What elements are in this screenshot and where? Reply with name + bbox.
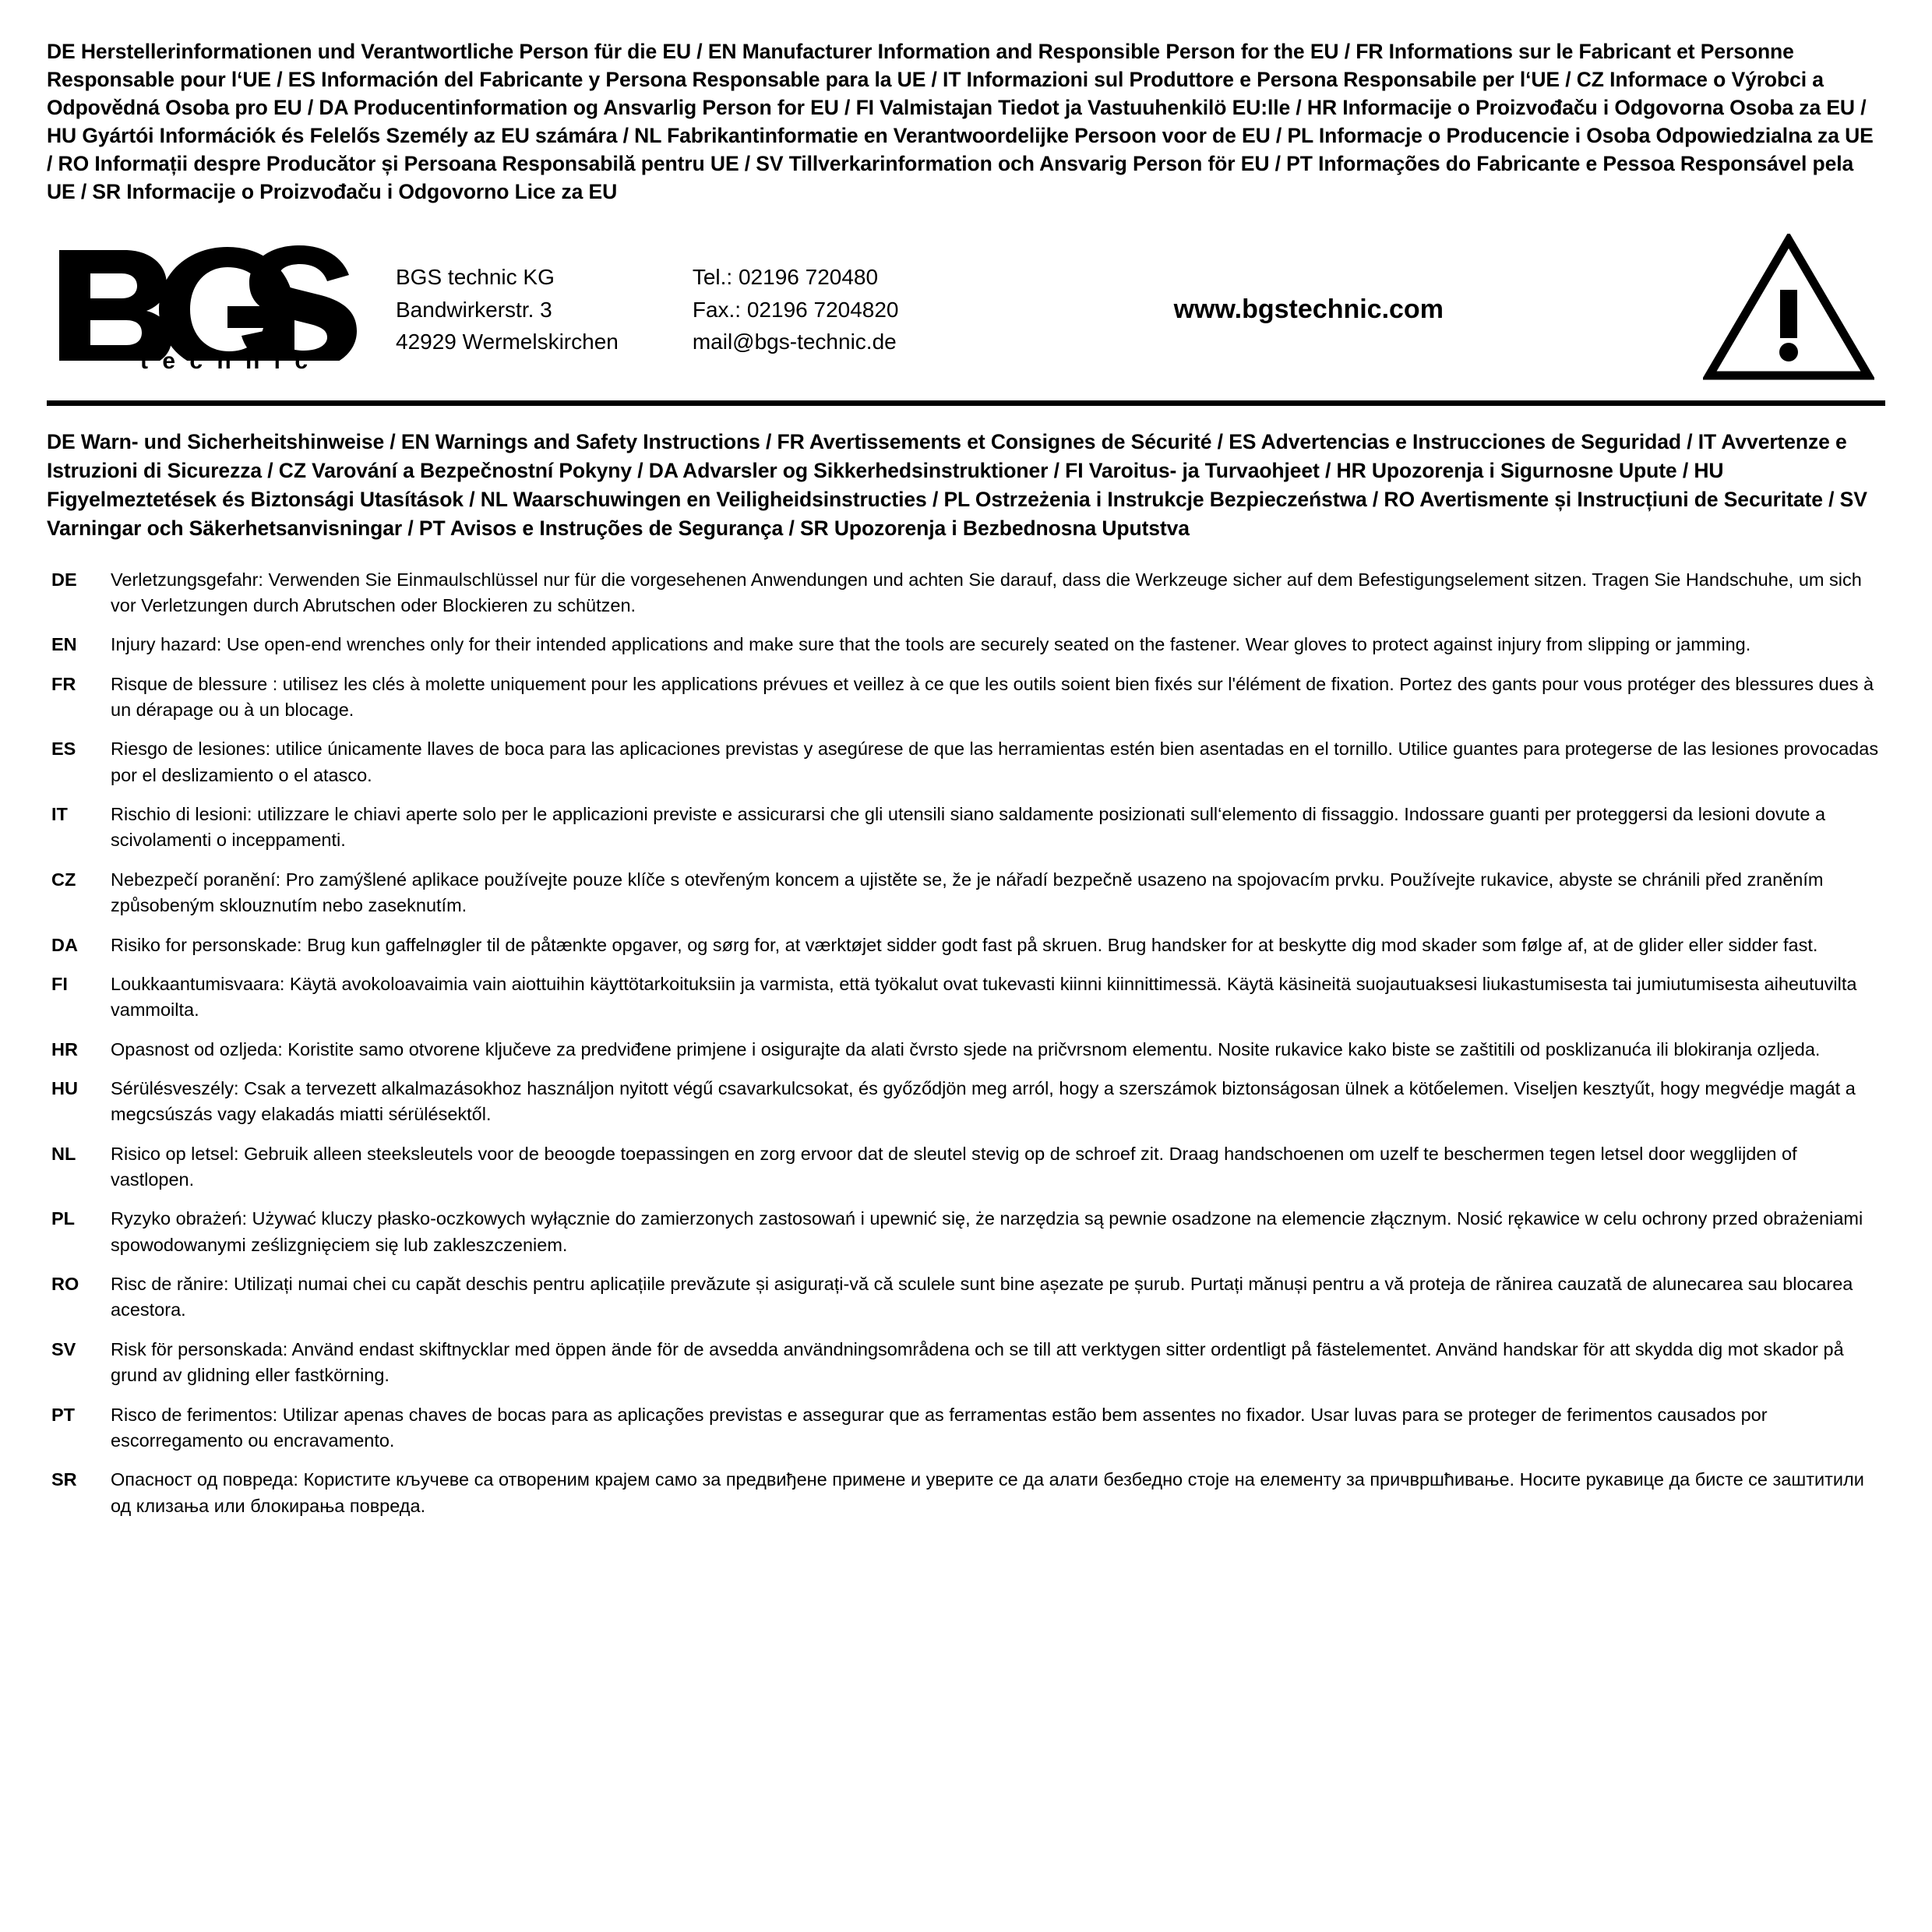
- list-item: [47, 1206, 1879, 1258]
- list-item: [47, 802, 1879, 854]
- language-code: NL: [51, 1143, 76, 1164]
- list-item: [47, 971, 1879, 1024]
- warning-text: Riesgo de lesiones: utilice únicamente llaves de boca para las aplicaciones previstas y asegúrese de que las herramientas estén bien asentadas en el tornillo. Utilice guantes para protegerse de las lesiones provocadas por el deslizamiento o el atasco.: [111, 739, 1879, 785]
- list-item: [47, 1037, 1879, 1063]
- warnings-list: [45, 567, 1887, 1519]
- company-email[interactable]: mail@bgs-technic.de: [692, 329, 897, 354]
- horizontal-divider: [47, 400, 1885, 406]
- warning-text: Injury hazard: Use open-end wrenches only for their intended applications and make sure that the tools are securely seated on the fastener. Wear gloves to protect against injury from slipping or jamming.: [111, 634, 1751, 655]
- company-website[interactable]: www.bgstechnic.com: [1173, 294, 1444, 324]
- list-item: [47, 933, 1879, 958]
- list-item: [47, 1467, 1879, 1519]
- language-code: DA: [51, 934, 78, 955]
- language-code: HU: [51, 1077, 78, 1098]
- language-code: DE: [51, 569, 77, 590]
- list-item: [47, 672, 1879, 724]
- manufacturer-info-heading: DE Herstellerinformationen und Verantwortliche Person für die EU / EN Manufacturer Information and Responsible Person for the EU / FR Informations sur le Fabricant et Personne Responsable pour l‘UE / ES Información del Fabricante y Persona Responsable para la UE / IT Informazioni sul Produttore e Persona Responsabile per l‘UE / CZ Informace o Výrobci a Odpovědná Osoba pro EU / DA Producentinformation og Ansvarlig Person for EU / FI Valmistajan Tiedot ja Vastuuhenkilö EU:lle / HR Informacije o Proizvođaču i Odgovorna Osoba za EU / HU Gyártói Információk és Felelős Személy az EU számára / NL Fabrikantinformatie en Verantwoordelijke Persoon voor de EU / PL Informacje o Producencie i Osoba Odpowiedzialna za UE / RO Informații despre Producător și Persoana Responsabilă pentru UE / SV Tillverkarinformation och Ansvarig Person för EU / PT Informações do Fabricante e Pessoa Responsável pela UE / SR Informacije o Proizvođaču i Odgovorno Lice za EU: [47, 40, 1874, 204]
- warning-text: Rischio di lesioni: utilizzare le chiavi aperte solo per le applicazioni previste e assicurarsi che gli utensili siano saldamente posizionati sull‘elemento di fissaggio. Indossare guanti per proteggersi da lesioni dovute a scivolamenti o inceppamenti.: [111, 804, 1826, 851]
- company-info-band: [45, 223, 1887, 397]
- warning-triangle-icon: [1703, 234, 1887, 386]
- warning-text: Ryzyko obrażeń: Używać kluczy płasko-oczkowych wyłącznie do zamierzonych zastosowań i upewnić się, że narzędzia są pewnie osadzone na elemencie złącznym. Nosić rękawice w celu ochrony przed obrażeniami spowodowanymi ześlizgnięciem się lub zakleszczeniem.: [111, 1208, 1863, 1255]
- list-item: [47, 1337, 1879, 1389]
- language-code: IT: [51, 804, 68, 825]
- language-code: SV: [51, 1338, 76, 1359]
- warning-text: Risk för personskada: Använd endast skiftnycklar med öppen ände för de avsedda användningsområdena och se till att verktygen sitter ordentligt på fästelementet. Använd handskar för att skydda dig mot skador på grund av glidning eller fastkörning.: [111, 1338, 1844, 1386]
- bgs-logo: [45, 244, 388, 375]
- language-code: PL: [51, 1208, 76, 1229]
- warning-text: Verletzungsgefahr: Verwenden Sie Einmaulschlüssel nur für die vorgesehenen Anwendungen und achten Sie darauf, dass die Werkzeuge sicher auf dem Befestigungselement sitzen. Tragen Sie Handschuhe, um sich vor Verletzungen durch Abrutschen oder Blockieren zu schützen.: [111, 569, 1862, 615]
- list-item: [47, 1271, 1879, 1324]
- list-item: [47, 867, 1879, 919]
- warning-text: Risico op letsel: Gebruik alleen steeksleutels voor de beoogde toepassingen en zorg ervoor dat de sleutel stevig op de schroef zit. Draag handschoenen om uzelf te beschermen tegen letsel door wegglijden of vastlopen.: [111, 1143, 1797, 1190]
- bgs-logo-subtext: t e c h n i c: [140, 348, 312, 375]
- warning-text: Risque de blessure : utilisez les clés à molette uniquement pour les applications prévues et veillez à ce que les outils soient bien fixés sur l'élément de fixation. Portez des gants pour vous protéger des blessures dues à un dérapage ou à un blocage.: [111, 673, 1874, 720]
- warnings-heading: DE Warn- und Sicherheitshinweise / EN Warnings and Safety Instructions / FR Avertissements et Consignes de Sécurité / ES Advertencias e Instrucciones de Seguridad / IT Avvertenze e Istruzioni di Sicurezza / CZ Varování a Bezpečnostní Pokyny / DA Advarsler og Sikkerhedsinstruktioner / FI Varoitus- ja Turvaohjeet / HR Upozorenja i Sigurnosne Upute / HU Figyelmeztetések és Biztonsági Utasítások / NL Waarschuwingen en Veiligheidsinstructies / PL Ostrzeżenia i Instrukcje Bezpieczeństwa / RO Avertismente și Instrucțiuni de Securitate / SV Varningar och Säkerhetsanvisningar / PT Avisos e Instruções de Segurança / SR Upozorenja i Bezbednosna Uputstva: [47, 430, 1867, 541]
- warning-text: Risiko for personskade: Brug kun gaffelnøgler til de påtænkte opgaver, og sørg for, at værktøjet sidder godt fast på skruen. Brug handsker for at beskytte dig mod skader som følge af, at de glider eller sidder fast.: [111, 934, 1818, 955]
- warning-text: Sérülésveszély: Csak a tervezett alkalmazásokhoz használjon nyitott végű csavarkulcsokat, és győződjön meg arról, hogy a szerszámok biztonságosan ülnek a kötőelemen. Viseljen kesztyűt, hogy megvédje magát a megcsúszás vagy elakadás miatti sérülésektől.: [111, 1077, 1856, 1125]
- list-item: [47, 1141, 1879, 1193]
- language-code: EN: [51, 634, 77, 655]
- company-address: [388, 261, 619, 357]
- list-item: [47, 1076, 1879, 1128]
- language-code: RO: [51, 1274, 79, 1295]
- warning-text: Opasnost od ozljeda: Koristite samo otvorene ključeve za predviđene primjene i osigurajte da alati čvrsto sjede na pričvrsnom elementu. Nosite rukavice kako biste se zaštitili od posklizanuća ili blokiranja ozljeda.: [111, 1038, 1821, 1059]
- company-street: Bandwirkerstr. 3: [396, 297, 552, 322]
- warning-text: Опасност од повреда: Користите кључеве са отвореним крајем само за предвиђене примене и уверите се да алати безбедно стоје на елементу за причвршћивање. Носите рукавице да бисте се заштитили од клизања или блокирања повреда.: [111, 1469, 1864, 1516]
- list-item: [47, 1402, 1879, 1454]
- list-item: [47, 567, 1879, 619]
- list-item: [47, 632, 1879, 658]
- company-fax: Fax.: 02196 7204820: [692, 297, 899, 322]
- language-code: PT: [51, 1404, 76, 1425]
- language-code: ES: [51, 739, 76, 760]
- language-code: SR: [51, 1469, 77, 1490]
- warning-text: Risc de rănire: Utilizați numai chei cu capăt deschis pentru aplicațiile prevăzute și asigurați-vă că sculele sunt bine așezate pe șurub. Purtați mănuși pentru a vă proteja de rănirea cauzată de alunecarea sau blocarea acestora.: [111, 1274, 1853, 1320]
- list-item: [47, 736, 1879, 788]
- warning-text: Risco de ferimentos: Utilizar apenas chaves de bocas para as aplicações previstas e assegurar que as ferramentas estão bem assentes no fixador. Usar luvas para se proteger de ferimentos causados por escorregamento ou encravamento.: [111, 1404, 1768, 1451]
- company-name: BGS technic KG: [396, 265, 555, 290]
- company-contact: [619, 261, 899, 357]
- language-code: HR: [51, 1038, 78, 1059]
- language-code: FR: [51, 673, 76, 694]
- language-code: FI: [51, 973, 68, 994]
- company-city: 42929 Wermelskirchen: [396, 329, 619, 354]
- warning-text: Loukkaantumisvaara: Käytä avokoloavaimia vain aiottuihin käyttötarkoituksiin ja varmista, että työkalut ovat tukevasti kiinni kiinnittimessä. Käytä käsineitä suojautuaksesi liukastumisesta tai jumiutumisesta aiheutuvilta vammoilta.: [111, 973, 1857, 1021]
- language-code: CZ: [51, 869, 76, 890]
- warning-text: Nebezpečí poranění: Pro zamýšlené aplikace používejte pouze klíče s otevřeným koncem a ujistěte se, že je nářadí bezpečně usazeno na spojovacím prvku. Používejte rukavice, abyste se chránili před zraněním způsobeným sklouznutím nebo zaseknutím.: [111, 869, 1824, 916]
- company-tel: Tel.: 02196 720480: [692, 265, 879, 290]
